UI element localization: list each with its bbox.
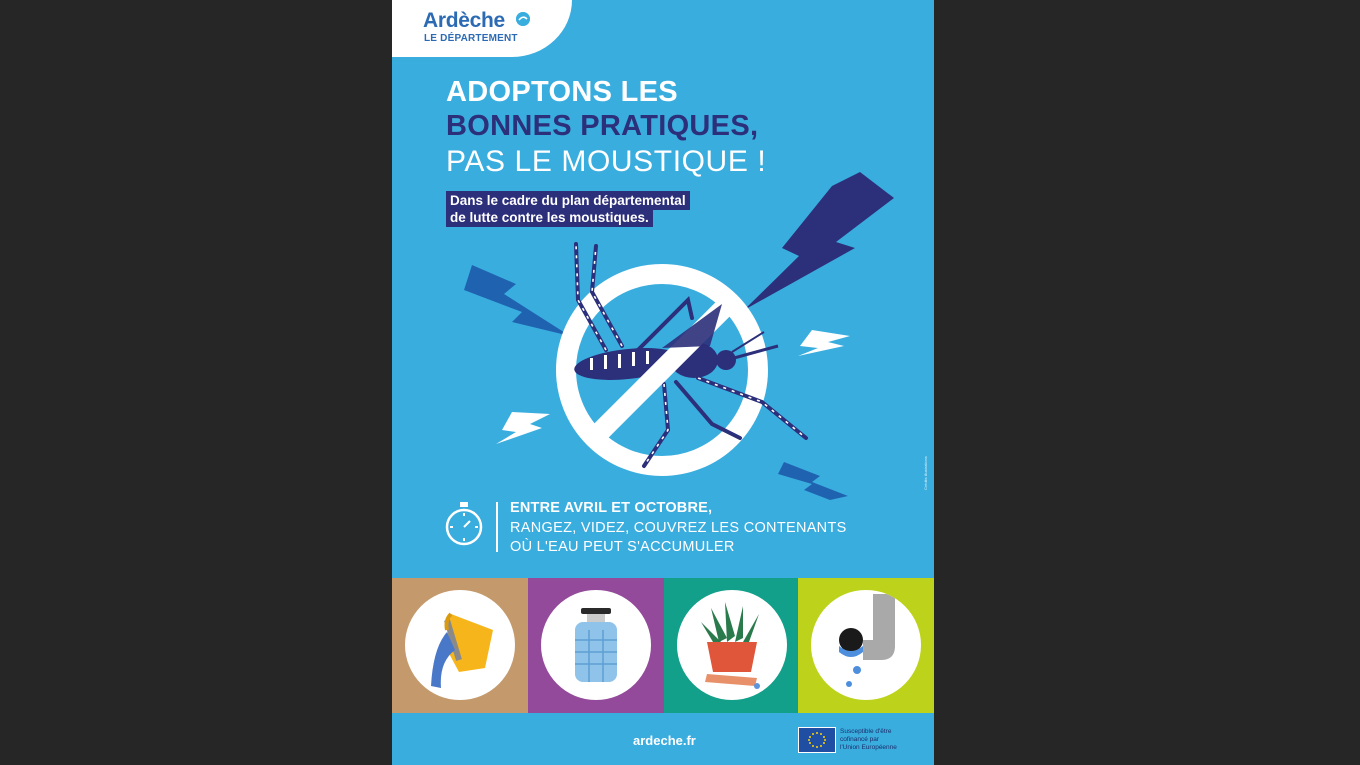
- tile-plant: [664, 578, 800, 713]
- credit-note: Crédits illustrations: [923, 456, 928, 490]
- tile-circle: [405, 590, 515, 700]
- lightning-bolt-large-icon: [744, 172, 894, 310]
- tile-circle: [541, 590, 651, 700]
- bucket-pour-icon: [405, 590, 515, 700]
- info-line-2: RANGEZ, VIDEZ, COUVREZ LES CONTENANTS: [510, 520, 847, 536]
- tile-gutter: [798, 578, 934, 713]
- website-link[interactable]: ardeche.fr: [633, 733, 696, 748]
- eu-text-line-2: cofinancé par: [840, 736, 880, 743]
- subtitle-line-1: Dans le cadre du plan départemental: [446, 191, 690, 210]
- eu-text-line-3: l'Union Européenne: [840, 744, 897, 751]
- poster: [392, 0, 934, 765]
- logo-subtitle: LE DÉPARTEMENT: [424, 33, 518, 44]
- practice-tiles: [392, 578, 934, 713]
- tile-bucket: [392, 578, 528, 713]
- tile-container: [528, 578, 664, 713]
- plant-pot-icon: [677, 590, 787, 700]
- eu-flag-icon: [798, 727, 836, 753]
- eu-funding-text: [840, 728, 920, 752]
- info-line-1: ENTRE AVRIL ET OCTOBRE,: [510, 500, 713, 516]
- gutter-pipe-icon: [811, 590, 921, 700]
- lightning-bolt-left-small-icon: [496, 412, 550, 444]
- water-container-icon: [541, 590, 651, 700]
- info-line-3: OÙ L'EAU PEUT S'ACCUMULER: [510, 539, 735, 555]
- logo-name: Ardèche: [423, 9, 505, 32]
- lightning-bolt-bottom-icon: [778, 462, 848, 500]
- info-divider: [496, 502, 498, 552]
- stopwatch-icon: [444, 500, 484, 548]
- mosquito-head: [716, 350, 736, 370]
- tile-circle: [811, 590, 921, 700]
- subtitle-line-2: de lutte contre les moustiques.: [446, 208, 653, 227]
- eu-text-line-1: Susceptible d'être: [840, 728, 892, 735]
- lightning-bolt-left-icon: [464, 265, 570, 336]
- headline-line-3: PAS LE MOUSTIQUE !: [446, 145, 767, 178]
- lightning-bolt-right-small-icon: [798, 330, 850, 356]
- headline-line-1: ADOPTONS LES: [446, 76, 678, 108]
- tile-circle: [677, 590, 787, 700]
- headline-line-2: BONNES PRATIQUES,: [446, 110, 759, 142]
